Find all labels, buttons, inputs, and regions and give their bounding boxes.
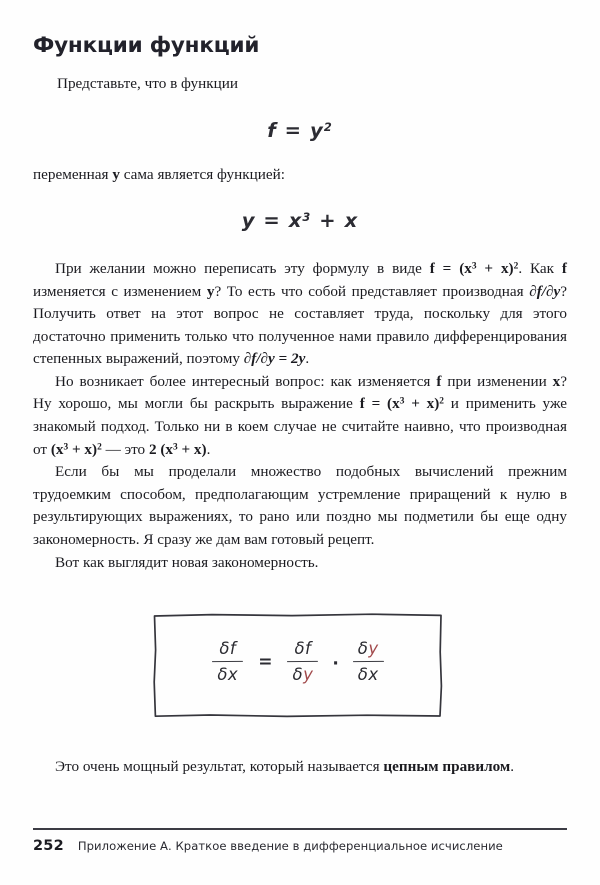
paragraph-4: Вот как выглядит новая закономерность. bbox=[55, 553, 319, 571]
p1-text-2: . Как bbox=[518, 259, 562, 277]
intro-text: Представьте, что в функции bbox=[57, 74, 239, 92]
p2-bold-3: f = (x bbox=[359, 395, 400, 413]
paragraph-2 bbox=[33, 371, 567, 461]
formula-y-rhs-tail: + x bbox=[319, 208, 359, 232]
p5-text-2: . bbox=[510, 758, 515, 775]
p2-text-4: и применить уже знакомый подход. Только ни в коем случае не считайте наивно, что производная от bbox=[33, 395, 567, 458]
p2-bold-7: 2 (x bbox=[148, 440, 173, 458]
formula-f-rhs-exponent: 2 bbox=[323, 121, 333, 135]
fraction-3-numerator-delta: δ bbox=[357, 638, 369, 658]
p1-bold-2: + x) bbox=[476, 259, 514, 277]
fraction-1-bar bbox=[212, 661, 243, 663]
paragraph-3: Если бы мы проделали множество подобных вычислений прежним трудоемким способом, предполагающим устремление приращений к нулю в результирующих выражениях, то рано или поздно мы подметили бы еще одну закономерность. Я сразу же дам вам готовый рецепт. bbox=[33, 463, 567, 549]
p1-text-3: изменяется с изменением bbox=[33, 282, 207, 300]
fraction-df-dy bbox=[287, 638, 318, 686]
p2-bold-4: + x) bbox=[404, 395, 440, 413]
formula-f-rhs-base: y bbox=[310, 119, 324, 143]
p1-exponent-1: 3 bbox=[471, 261, 477, 272]
paragraph-1 bbox=[33, 232, 567, 371]
formula-f-equals: = bbox=[284, 119, 303, 143]
p1-bold-3: f bbox=[561, 259, 567, 277]
p2-text-2: при изменении bbox=[441, 372, 553, 390]
chain-rule-formula-box bbox=[152, 612, 444, 719]
p2-exponent-5: 3 bbox=[172, 442, 178, 453]
fraction-3-numerator-variable: y bbox=[368, 638, 379, 658]
page-title: Функции функций bbox=[33, 33, 260, 58]
formula-y-equals: = bbox=[263, 208, 281, 232]
p2-text-6: . bbox=[206, 440, 211, 458]
multiplication-dot: · bbox=[332, 653, 339, 674]
paragraph-variable-y bbox=[33, 142, 567, 187]
p2-exponent-2: 2 bbox=[439, 396, 444, 407]
p2-bold-5: (x bbox=[50, 440, 64, 458]
p2-bold-2: x bbox=[552, 372, 561, 390]
paragraph-5 bbox=[33, 756, 567, 779]
fraction-2-denominator-delta: δ bbox=[292, 664, 304, 684]
footer-row bbox=[33, 830, 567, 854]
p2-bold-1: f bbox=[436, 372, 442, 390]
fraction-2-denominator bbox=[287, 664, 318, 686]
p2-bold-6: + x) bbox=[68, 440, 98, 458]
intro-paragraph bbox=[33, 59, 567, 96]
p5-text-1: Это очень мощный результат, который называется bbox=[55, 758, 384, 775]
fraction-2-numerator: δf bbox=[294, 638, 312, 658]
closing-block bbox=[33, 756, 567, 779]
page-footer bbox=[33, 828, 567, 854]
display-formula-f-equals-y-squared bbox=[33, 95, 567, 142]
text-before-bold-y: переменная bbox=[33, 166, 113, 184]
page-number: 252 bbox=[33, 837, 64, 854]
p2-exponent-3: 3 bbox=[63, 442, 69, 453]
p2-text-5: — это bbox=[101, 440, 149, 458]
p1-bold-4: y bbox=[206, 282, 215, 300]
p1-exponent-2: 2 bbox=[513, 261, 519, 272]
equals-sign: = bbox=[258, 651, 273, 672]
formula-y-rhs-base: x bbox=[288, 208, 303, 232]
p1-partial-derivative-2: ∂f/∂y = 2y bbox=[243, 350, 306, 368]
fraction-3-bar bbox=[353, 661, 384, 663]
formula-y-rhs-exponent: 3 bbox=[302, 210, 312, 224]
fraction-2-bar bbox=[287, 661, 318, 663]
page-content bbox=[33, 0, 567, 574]
p1-bold-1: f = (x bbox=[429, 259, 472, 277]
fraction-1-denominator: δx bbox=[217, 664, 239, 684]
p2-exponent-1: 3 bbox=[399, 396, 405, 407]
p1-text-5: ? Получить ответ на этот вопрос не составляет труда, поскольку для этого достаточно применить только что полученное нами правило дифференцирования степенных выражений, поэтому bbox=[33, 282, 567, 368]
p1-text-6: . bbox=[305, 350, 310, 368]
bold-variable-y: y bbox=[112, 166, 120, 184]
fraction-3-denominator: δx bbox=[357, 664, 379, 684]
formula-f-lhs: f bbox=[267, 119, 277, 143]
fraction-df-dx bbox=[212, 638, 243, 686]
p2-text-1: Но возникает более интересный вопрос: как изменяется bbox=[55, 372, 437, 390]
fraction-3-numerator bbox=[353, 638, 384, 660]
fraction-1-numerator: δf bbox=[219, 638, 237, 658]
chain-rule-expression bbox=[152, 612, 444, 719]
p1-partial-derivative-1: ∂f/∂y bbox=[529, 282, 561, 300]
fraction-2-denominator-variable: y bbox=[303, 664, 314, 684]
p2-bold-8: + x) bbox=[177, 440, 207, 458]
text-after-bold-y: сама является функцией: bbox=[119, 166, 285, 184]
p2-text-3: ? Ну хорошо, мы могли бы раскрыть выражение bbox=[33, 372, 567, 413]
p1-text-4: ? То есть что собой представляет производная bbox=[214, 282, 530, 300]
p1-text-1: При желании можно переписать эту формулу в виде bbox=[55, 259, 430, 277]
fraction-dy-dx bbox=[353, 638, 384, 686]
p5-bold-chain-rule: цепным правилом bbox=[383, 758, 511, 775]
p2-exponent-4: 2 bbox=[97, 442, 102, 453]
display-formula-y-equals-x-cubed-plus-x bbox=[33, 187, 567, 232]
formula-y-lhs: y bbox=[241, 208, 256, 232]
running-head: Приложение А. Краткое введение в дифференциальное исчисление bbox=[77, 838, 503, 853]
